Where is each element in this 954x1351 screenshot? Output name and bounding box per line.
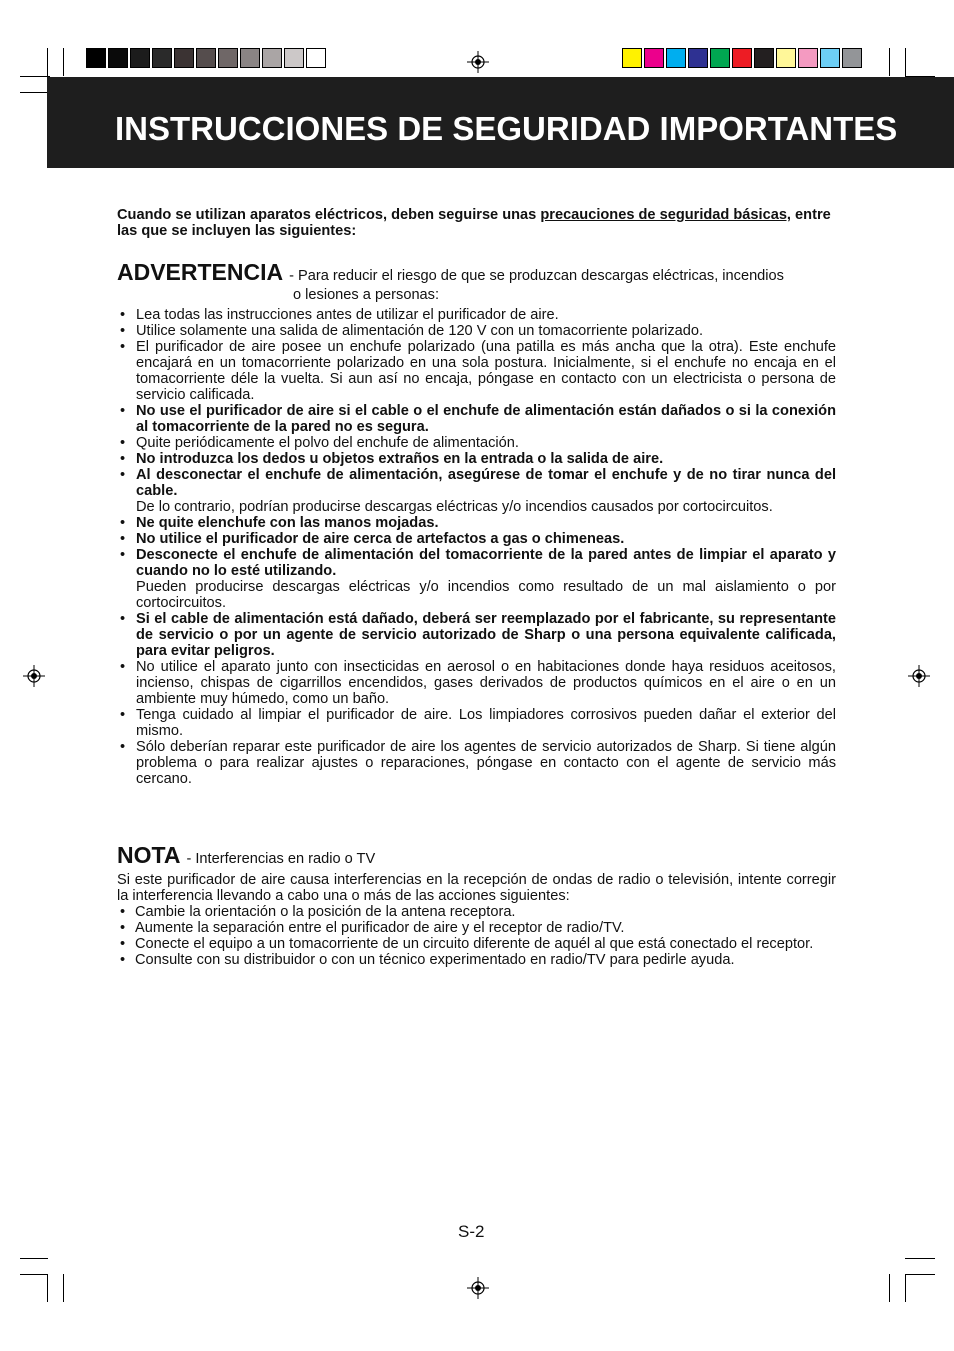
nota-item <box>117 936 836 952</box>
warning-item <box>117 435 836 451</box>
color-swatch <box>666 48 686 68</box>
advertencia-heading <box>117 259 836 285</box>
color-swatch <box>622 48 642 68</box>
warning-item-text: Tenga cuidado al limpiar el purificador de aire. Los limpiadores corrosivos pueden dañar el exterior del mismo. <box>136 707 836 739</box>
warning-item <box>117 307 836 323</box>
color-swatch <box>688 48 708 68</box>
warning-item <box>117 451 836 467</box>
warning-item-text: Al desconectar el enchufe de alimentación, asegúrese de tomar el enchufe y de no tirar nunca del cable. <box>136 467 836 499</box>
warning-item <box>117 339 836 403</box>
color-swatch <box>262 48 282 68</box>
color-swatch <box>732 48 752 68</box>
color-swatch <box>196 48 216 68</box>
nota-list <box>117 904 836 968</box>
advertencia-subtitle-cont: o lesiones a personas: <box>293 287 440 303</box>
nota-body: Si este purificador de aire causa interferencias en la recepción de ondas de radio o televisión, intente corregir la interferencia llevando a cabo una o más de las acciones siguientes: <box>117 872 836 904</box>
bullet-icon: • <box>120 435 126 451</box>
page-number: S-2 <box>458 1222 485 1241</box>
registration-mark-icon <box>467 1277 489 1299</box>
bullet-icon: • <box>120 467 126 483</box>
title-banner <box>47 77 954 168</box>
color-swatch <box>754 48 774 68</box>
warning-item-note: Pueden producirse descargas eléctricas y/o incendios como resultado de un mal aislamiento o por cortocircuitos. <box>136 579 836 611</box>
color-swatch <box>710 48 730 68</box>
warning-item-text: Si el cable de alimentación está dañado, deberá ser reemplazado por el fabricante, su representante de servicio o por un agente de servicio autorizado de Sharp o una persona equivalente calificada, para evitar peligros. <box>136 611 836 659</box>
warning-item <box>117 611 836 659</box>
page-title: INSTRUCCIONES DE SEGURIDAD IMPORTANTES <box>115 110 898 147</box>
registration-mark-icon <box>908 665 930 687</box>
bullet-icon: • <box>120 323 126 339</box>
color-swatch <box>240 48 260 68</box>
warning-item-text: No utilice el purificador de aire cerca de artefactos a gas o chimeneas. <box>136 531 625 547</box>
warning-item-text: Quite periódicamente el polvo del enchufe de alimentación. <box>136 435 519 451</box>
nota-item <box>117 904 836 920</box>
color-swatch <box>776 48 796 68</box>
bullet-icon: • <box>120 451 126 467</box>
bullet-icon: • <box>120 339 126 355</box>
color-swatch <box>842 48 862 68</box>
color-swatch <box>86 48 106 68</box>
warning-list <box>117 307 836 787</box>
bullet-icon: • <box>120 920 126 936</box>
color-swatch <box>306 48 326 68</box>
intro-underlined-text: precauciones de seguridad básicas, <box>540 207 791 223</box>
warning-item <box>117 739 836 787</box>
warning-item-text: Utilice solamente una salida de alimentación de 120 V con un tomacorriente polarizado. <box>136 323 704 339</box>
warning-item-text: Sólo deberían reparar este purificador de aire los agentes de servicio autorizados de Sharp. Si tiene algún problema o para realizar ajustes o reparaciones, póngase en contacto con el agente de servicio más cercano. <box>136 739 836 787</box>
bullet-icon: • <box>120 936 126 952</box>
color-swatch <box>108 48 128 68</box>
bullet-icon: • <box>120 515 126 531</box>
warning-item-text: No utilice el aparato junto con insecticidas en aerosol o en habitaciones donde haya residuos aceitosos, incienso, chispas de cigarrillos encendidos, gases derivados de productos químicos en el aire o en un ambiente muy húmedo, como un baño. <box>136 659 836 707</box>
nota-item <box>117 920 836 936</box>
color-swatch <box>174 48 194 68</box>
bullet-icon: • <box>120 739 126 755</box>
warning-item <box>117 531 836 547</box>
advertencia-title: ADVERTENCIA <box>117 259 284 285</box>
warning-item-text: No use el purificador de aire si el cable o el enchufe de alimentación están dañados o si la conexión al tomacorriente de la pared no es segura. <box>136 403 836 435</box>
warning-item-text: No introduzca los dedos u objetos extraños en la entrada o la salida de aire. <box>136 451 664 467</box>
color-swatch <box>644 48 664 68</box>
nota-item-text: Cambie la orientación o la posición de la antena receptora. <box>135 904 516 920</box>
warning-item-text: Desconecte el enchufe de alimentación del tomacorriente de la pared antes de limpiar el aparato y cuando no lo esté utilizando. <box>136 547 836 579</box>
color-swatch <box>798 48 818 68</box>
bullet-icon: • <box>120 307 126 323</box>
warning-item-text: El purificador de aire posee un enchufe polarizado (una patilla es más ancha que la otra). Este enchufe encajará en un tomacorriente polarizado en una sola postura. Inicialmente, si el enchufe no encaja en el tomacorriente déle la vuelta. Si aun así no encaja, póngase en contacto con un electricista o persona de servicio calificada. <box>136 339 836 403</box>
bullet-icon: • <box>120 403 126 419</box>
intro-paragraph: Cuando se utilizan aparatos eléctricos, deben seguirse unas precauciones de seguridad básicas, entre las que se incluyen las siguientes: <box>117 207 831 239</box>
nota-title: NOTA <box>117 842 181 868</box>
nota-item <box>117 952 836 968</box>
nota-subtitle: - Interferencias en radio o TV <box>186 851 376 867</box>
nota-item-text: Conecte el equipo a un tomacorriente de un circuito diferente de aquél al que está conectado el receptor. <box>135 936 814 952</box>
color-swatch <box>820 48 840 68</box>
warning-item-text: Ne quite elenchufe con las manos mojadas. <box>136 515 439 531</box>
bullet-icon: • <box>120 531 126 547</box>
warning-item-text: Lea todas las instrucciones antes de utilizar el purificador de aire. <box>136 307 559 323</box>
bullet-icon: • <box>120 611 126 627</box>
color-swatch <box>152 48 172 68</box>
color-swatch <box>130 48 150 68</box>
nota-item-text: Aumente la separación entre el purificador de aire y el receptor de radio/TV. <box>135 920 625 936</box>
bullet-icon: • <box>120 547 126 563</box>
warning-item <box>117 467 836 515</box>
warning-item <box>117 515 836 531</box>
warning-item <box>117 403 836 435</box>
nota-item-text: Consulte con su distribuidor o con un técnico experimentado en radio/TV para pedirle ayuda. <box>135 952 735 968</box>
warning-item <box>117 659 836 707</box>
advertencia-subtitle: - Para reducir el riesgo de que se produzcan descargas eléctricas, incendios <box>289 268 784 284</box>
warning-item <box>117 323 836 339</box>
warning-item <box>117 707 836 739</box>
registration-mark-icon <box>23 665 45 687</box>
warning-item <box>117 547 836 611</box>
color-swatch <box>218 48 238 68</box>
bullet-icon: • <box>120 904 126 920</box>
color-swatch <box>284 48 304 68</box>
bullet-icon: • <box>120 952 126 968</box>
warning-item-note: De lo contrario, podrían producirse descargas eléctricas y/o incendios causados por cortocircuitos. <box>136 499 773 515</box>
registration-mark-icon <box>467 51 489 73</box>
bullet-icon: • <box>120 707 126 723</box>
bullet-icon: • <box>120 659 126 675</box>
nota-heading <box>117 842 836 868</box>
safety-instructions <box>117 207 836 968</box>
